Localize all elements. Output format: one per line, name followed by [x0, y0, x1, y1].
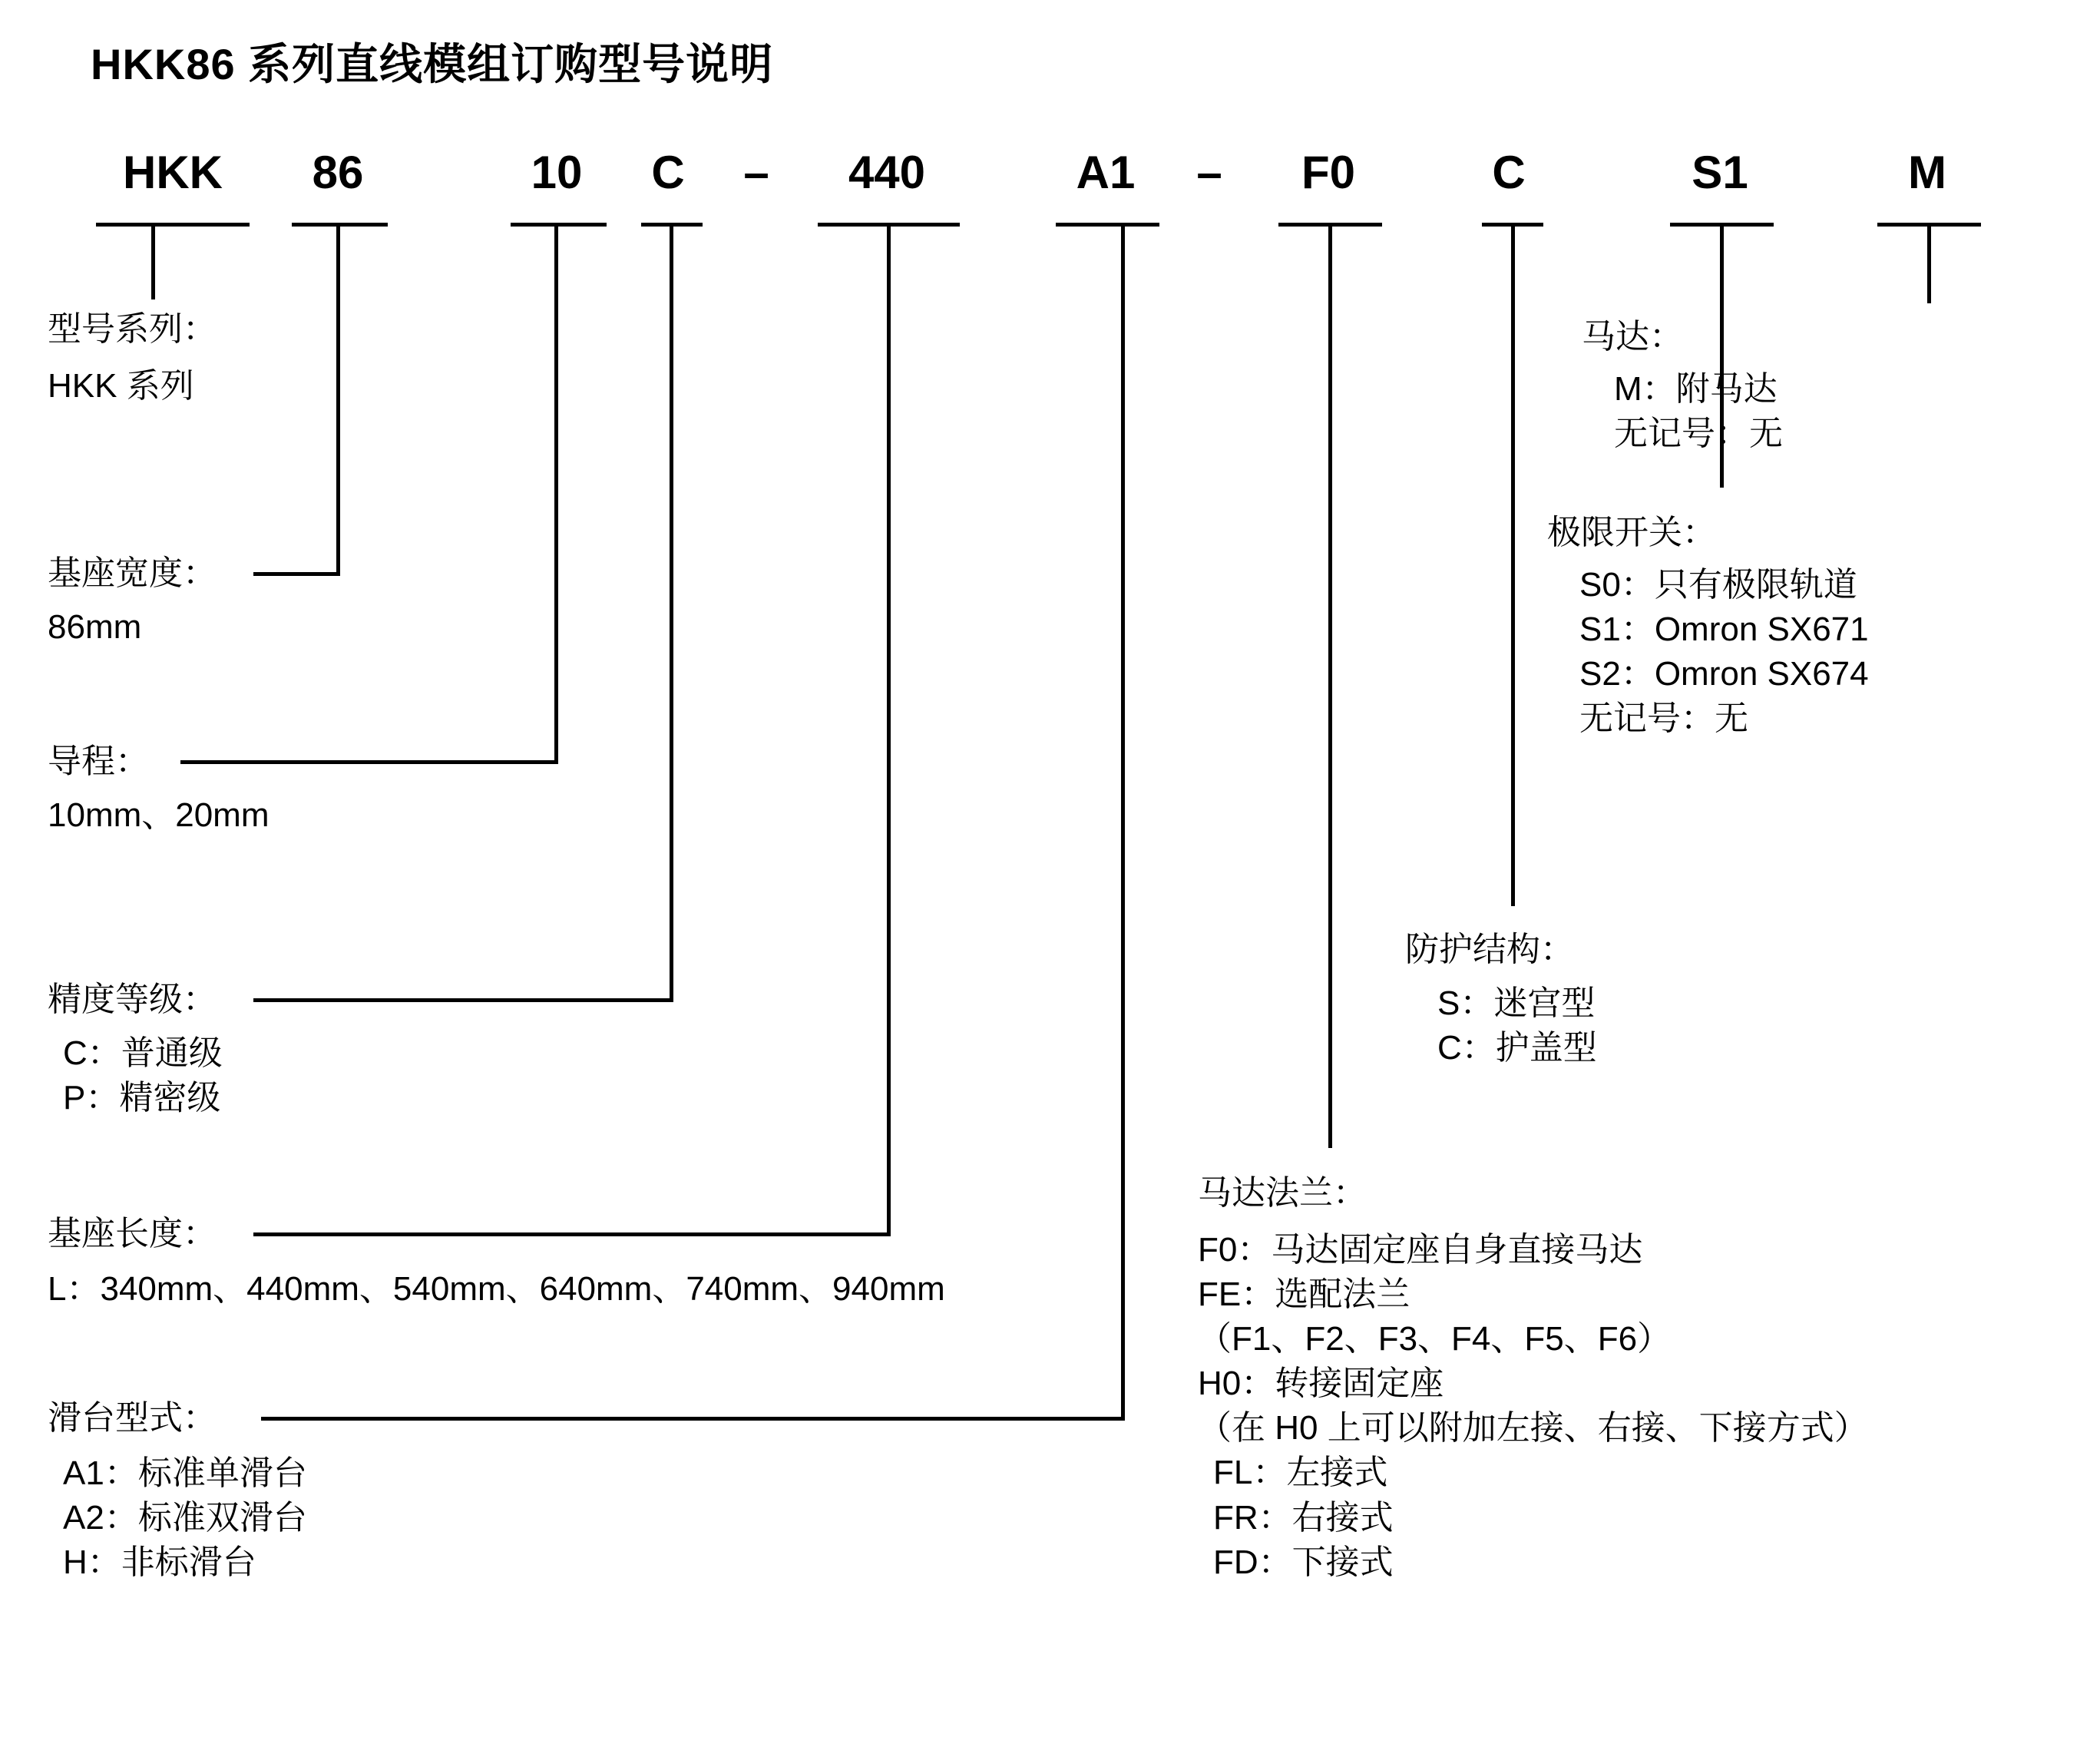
block-motor — [1582, 315, 1783, 456]
block-motor-flange — [1198, 1171, 1868, 1585]
code-token-dash-2: – — [1196, 147, 1222, 198]
leader-base-length-vertical — [887, 223, 891, 1236]
block-lead-label: 导程： — [48, 743, 149, 780]
code-token-protection: C — [1492, 147, 1526, 198]
block-lead — [48, 739, 270, 838]
block-motor-line-2: 无记号：无 — [1614, 415, 1783, 453]
block-table-type-line-1: A1：标准单滑台 — [63, 1454, 307, 1493]
code-token-dash-1: – — [743, 147, 769, 198]
leader-motor-vertical — [1927, 223, 1931, 303]
block-motor-flange-line-6: FL：左接式 — [1213, 1454, 1388, 1492]
block-limit-switch-line-1: S0：只有极限轨道 — [1579, 566, 1857, 604]
token-underline-table-type — [1056, 223, 1159, 227]
block-motor-flange-line-8: FD：下接式 — [1213, 1543, 1394, 1581]
block-motor-line-1: M：附马达 — [1614, 370, 1778, 409]
block-motor-flange-line-5: （在 H0 上可以附加左接、右接、下接方式） — [1198, 1409, 1868, 1448]
block-limit-switch-line-3: S2：Omron SX674 — [1579, 655, 1869, 693]
block-accuracy-label: 精度等级： — [48, 981, 217, 1018]
block-protection-line-2: C：护盖型 — [1437, 1029, 1597, 1067]
leader-series-vertical — [151, 223, 155, 299]
token-underline-series — [96, 223, 250, 227]
block-table-type-label: 滑台型式： — [48, 1399, 217, 1437]
block-protection — [1405, 928, 1597, 1070]
leader-table-type-vertical — [1121, 223, 1125, 1421]
leader-table-type-horizontal — [261, 1417, 1125, 1421]
block-base-length-line-1: L：340mm、440mm、540mm、640mm、740mm、940mm — [48, 1270, 945, 1309]
code-token-base-width: 86 — [312, 147, 364, 198]
block-series-label: 型号系列： — [48, 310, 217, 348]
block-base-width-label: 基座宽度： — [48, 554, 217, 592]
code-token-series: HKK — [123, 147, 223, 198]
leader-base-width-horizontal — [253, 572, 338, 576]
block-limit-switch-line-2: S1：Omron SX671 — [1579, 610, 1869, 649]
code-token-motor: M — [1908, 147, 1946, 198]
code-token-base-length: 440 — [848, 147, 926, 198]
block-base-length — [48, 1212, 945, 1312]
block-base-width-line-1: 86mm — [48, 608, 142, 647]
leader-base-width-vertical — [336, 223, 340, 576]
block-table-type-line-3: H：非标滑台 — [63, 1543, 256, 1582]
block-table-type-line-2: A2：标准双滑台 — [63, 1499, 307, 1537]
page-title: HKK86 系列直线模组订购型号说明 — [91, 40, 774, 88]
block-protection-line-1: S：迷宫型 — [1437, 984, 1596, 1023]
block-protection-label: 防护结构： — [1405, 931, 1574, 968]
code-token-accuracy: C — [651, 147, 685, 198]
block-motor-flange-line-4: H0：转接固定座 — [1198, 1365, 1444, 1403]
block-motor-flange-line-2: FE：选配法兰 — [1198, 1275, 1410, 1314]
leader-protection-vertical — [1511, 223, 1515, 906]
token-underline-lead — [511, 223, 607, 227]
block-series-line-1: HKK 系列 — [48, 367, 194, 405]
code-token-table-type: A1 — [1076, 147, 1136, 198]
leader-motor-flange-vertical — [1328, 223, 1332, 1148]
block-motor-flange-line-1: F0：马达固定座自身直接马达 — [1198, 1231, 1643, 1269]
block-motor-flange-line-3: （F1、F2、F3、F4、F5、F6） — [1198, 1320, 1672, 1358]
block-accuracy — [48, 978, 223, 1120]
leader-accuracy-vertical — [670, 223, 673, 1002]
block-limit-switch-line-4: 无记号：无 — [1579, 700, 1748, 738]
block-base-length-label: 基座长度： — [48, 1215, 217, 1252]
leader-accuracy-horizontal — [253, 998, 673, 1002]
code-token-motor-flange: F0 — [1301, 147, 1356, 198]
block-motor-flange-label: 马达法兰： — [1198, 1174, 1367, 1212]
block-limit-switch-label: 极限开关： — [1547, 514, 1716, 551]
block-motor-label: 马达： — [1582, 318, 1683, 356]
block-table-type — [48, 1396, 307, 1585]
block-lead-line-1: 10mm、20mm — [48, 796, 270, 835]
block-series — [48, 307, 217, 409]
block-accuracy-line-2: P：精密级 — [63, 1079, 221, 1117]
leader-lead-vertical — [554, 223, 558, 764]
block-accuracy-line-1: C：普通级 — [63, 1034, 223, 1073]
block-base-width — [48, 551, 217, 650]
block-motor-flange-line-7: FR：右接式 — [1213, 1498, 1394, 1537]
code-token-limit-switch: S1 — [1692, 147, 1748, 198]
block-limit-switch — [1547, 511, 1869, 741]
code-token-lead: 10 — [531, 147, 583, 198]
